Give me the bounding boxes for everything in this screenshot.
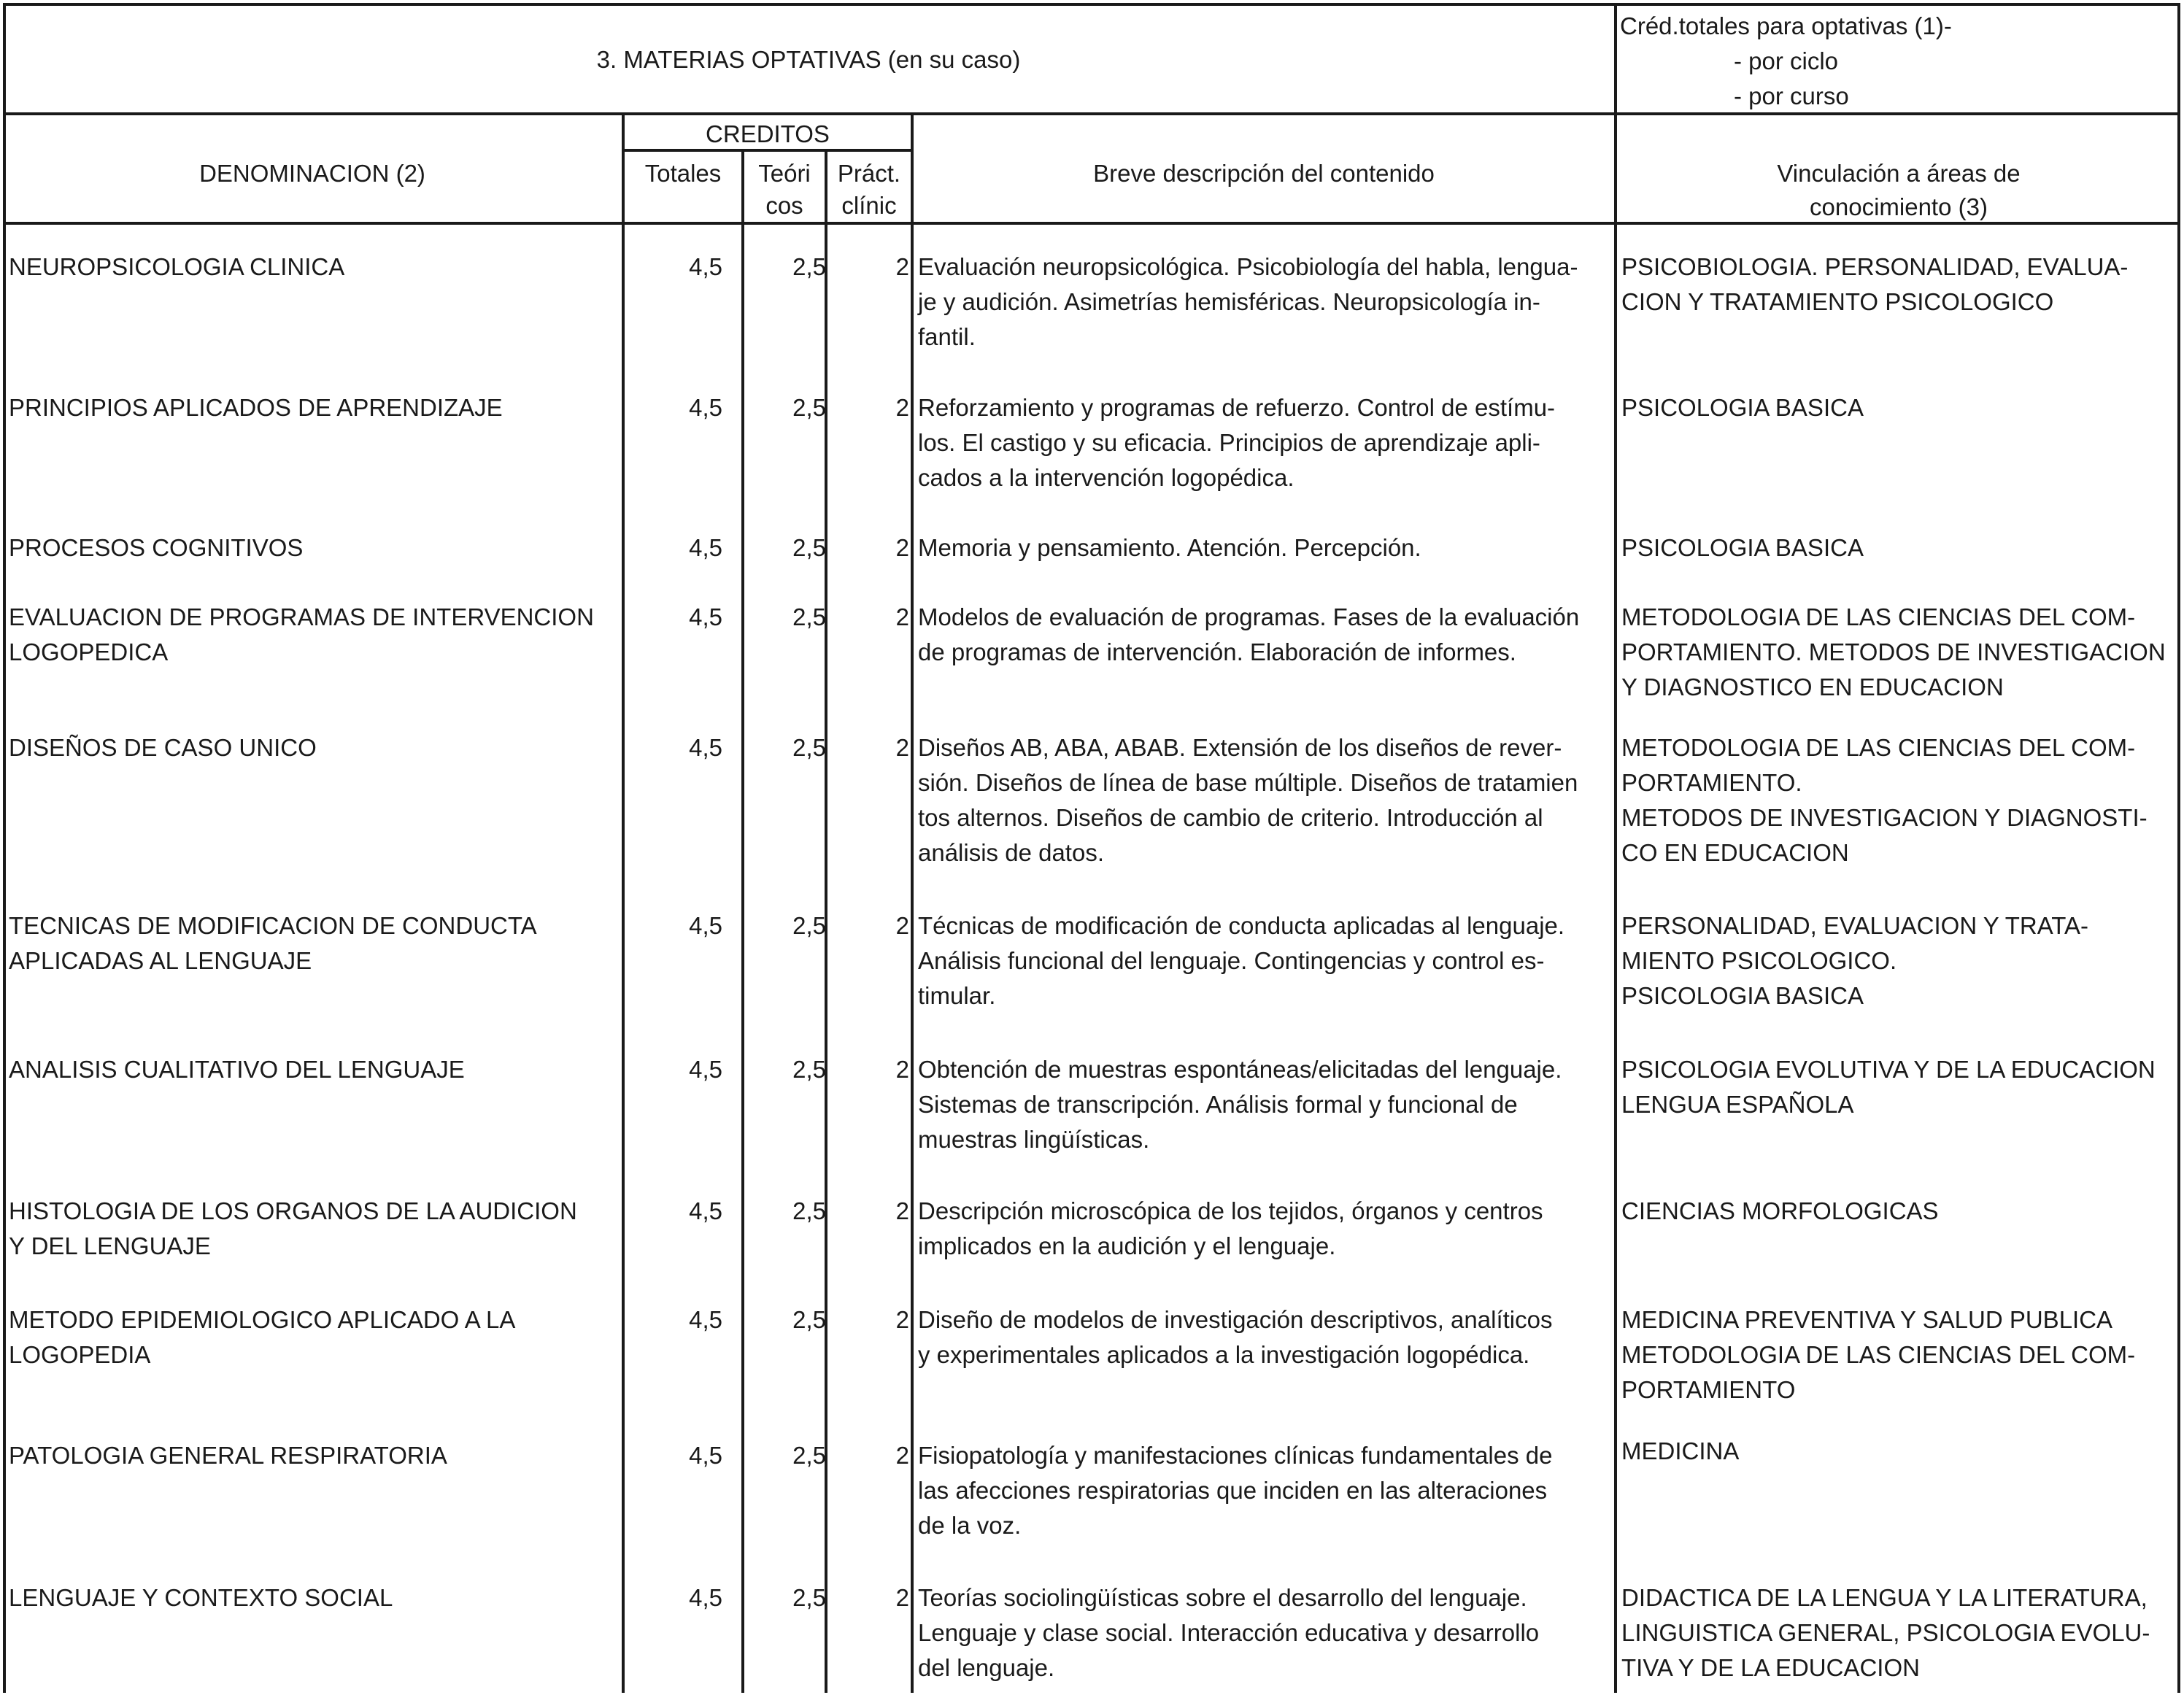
row-description: Diseño de modelos de investigación descriptivos, analíticos y experimentales aplicados a la investigación logopédica. <box>918 1306 1553 1368</box>
row-totales: 4,5 <box>689 394 722 421</box>
row-teoricos: 2,5 <box>792 603 826 630</box>
row-description: Técnicas de modificación de conducta aplicadas al lenguaje. Análisis funcional del lenguaje. Contingencias y control es- timular. <box>918 912 1565 1009</box>
row-areas: PERSONALIDAD, EVALUACION Y TRATA- MIENTO PSICOLOGICO. PSICOLOGIA BASICA <box>1621 912 2089 1009</box>
row-totales: 4,5 <box>689 534 722 561</box>
col-vinculacion-2: conocimiento (3) <box>1810 193 1988 220</box>
row-name: PROCESOS COGNITIVOS <box>9 534 304 561</box>
row-practicos: 2 <box>895 603 909 630</box>
row-description: Evaluación neuropsicológica. Psicobiología del habla, lengua- je y audición. Asimetrías hemisféricas. Neuropsicología in- fantil. <box>918 253 1578 350</box>
row-teoricos: 2,5 <box>792 394 826 421</box>
row-areas: DIDACTICA DE LA LENGUA Y LA LITERATURA, LINGUISTICA GENERAL, PSICOLOGIA EVOLU- TIVA Y DE LA EDUCACION <box>1621 1584 2150 1681</box>
row-teoricos: 2,5 <box>792 1056 826 1083</box>
row-name: PATOLOGIA GENERAL RESPIRATORIA <box>9 1442 447 1469</box>
row-name: ANALISIS CUALITATIVO DEL LENGUAJE <box>9 1056 465 1083</box>
row-description: Descripción microscópica de los tejidos, órganos y centros implicados en la audición y el lenguaje. <box>918 1197 1543 1259</box>
row-practicos: 2 <box>895 1197 909 1224</box>
row-teoricos: 2,5 <box>792 1584 826 1611</box>
row-totales: 4,5 <box>689 912 722 939</box>
row-teoricos: 2,5 <box>792 534 826 561</box>
row-teoricos: 2,5 <box>792 1442 826 1469</box>
row-totales: 4,5 <box>689 1584 722 1611</box>
section-title: 3. MATERIAS OPTATIVAS (en su caso) <box>596 46 1021 73</box>
row-name: TECNICAS DE MODIFICACION DE CONDUCTA APLICADAS AL LENGUAJE <box>9 912 537 974</box>
row-name: NEUROPSICOLOGIA CLINICA <box>9 253 345 280</box>
col-teoricos-1: Teóri <box>758 160 811 187</box>
row-description: Memoria y pensamiento. Atención. Percepción. <box>918 534 1421 561</box>
row-name: HISTOLOGIA DE LOS ORGANOS DE LA AUDICION Y DEL LENGUAJE <box>9 1197 577 1259</box>
row-description: Fisiopatología y manifestaciones clínicas fundamentales de las afecciones respiratorias que inciden en las alteraciones de la voz. <box>918 1442 1553 1539</box>
document-page <box>3 3 2180 1693</box>
row-areas: MEDICINA <box>1621 1437 1740 1464</box>
col-vinculacion-1: Vinculación a áreas de <box>1777 160 2021 187</box>
credits-box-line-2: - por ciclo <box>1734 47 1839 74</box>
col-denominacion: DENOMINACION (2) <box>199 160 425 187</box>
row-areas: PSICOLOGIA EVOLUTIVA Y DE LA EDUCACION LENGUA ESPAÑOLA <box>1621 1056 2156 1118</box>
row-teoricos: 2,5 <box>792 1306 826 1333</box>
row-name: DISEÑOS DE CASO UNICO <box>9 734 317 761</box>
col-descripcion: Breve descripción del contenido <box>1093 160 1435 187</box>
row-name: LENGUAJE Y CONTEXTO SOCIAL <box>9 1584 393 1611</box>
row-description: Reforzamiento y programas de refuerzo. Control de estímu- los. El castigo y su eficacia. Principios de aprendizaje apli- cados a la intervención logopédica. <box>918 394 1556 491</box>
row-teoricos: 2,5 <box>792 253 826 280</box>
row-practicos: 2 <box>895 394 909 421</box>
row-areas: METODOLOGIA DE LAS CIENCIAS DEL COM- PORTAMIENTO. METODOS DE INVESTIGACION Y DIAGNOSTICO EN EDUCACION <box>1621 603 2166 700</box>
row-totales: 4,5 <box>689 734 722 761</box>
row-practicos: 2 <box>895 734 909 761</box>
row-totales: 4,5 <box>689 1442 722 1469</box>
row-description: Obtención de muestras espontáneas/elicitadas del lenguaje. Sistemas de transcripción. Análisis formal y funcional de muestras lingüísticas. <box>918 1056 1562 1153</box>
row-totales: 4,5 <box>689 603 722 630</box>
col-creditos: CREDITOS <box>706 120 830 147</box>
row-name: METODO EPIDEMIOLOGICO APLICADO A LA LOGOPEDIA <box>9 1306 516 1368</box>
credits-box-line-3: - por curso <box>1734 82 1849 109</box>
row-description: Modelos de evaluación de programas. Fases de la evaluación de programas de intervención. Elaboración de informes. <box>918 603 1580 665</box>
credits-box-line-1: Créd.totales para optativas (1)- <box>1620 12 1952 39</box>
row-teoricos: 2,5 <box>792 1197 826 1224</box>
row-practicos: 2 <box>895 1056 909 1083</box>
col-practicos-2: clínic <box>841 192 897 219</box>
row-practicos: 2 <box>895 912 909 939</box>
row-practicos: 2 <box>895 534 909 561</box>
row-practicos: 2 <box>895 253 909 280</box>
row-areas: CIENCIAS MORFOLOGICAS <box>1621 1197 1939 1224</box>
row-areas: METODOLOGIA DE LAS CIENCIAS DEL COM- PORTAMIENTO. METODOS DE INVESTIGACION Y DIAGNOSTI- CO EN EDUCACION <box>1621 734 2148 866</box>
col-teoricos-2: cos <box>765 192 803 219</box>
col-totales: Totales <box>644 160 722 187</box>
row-totales: 4,5 <box>689 1306 722 1333</box>
row-name: EVALUACION DE PROGRAMAS DE INTERVENCION LOGOPEDICA <box>9 603 594 665</box>
row-practicos: 2 <box>895 1584 909 1611</box>
row-practicos: 2 <box>895 1442 909 1469</box>
row-totales: 4,5 <box>689 1197 722 1224</box>
row-description: Teorías sociolingüísticas sobre el desarrollo del lenguaje. Lenguaje y clase social. Interacción educativa y desarrollo del lenguaje. <box>918 1584 1540 1681</box>
row-totales: 4,5 <box>689 1056 722 1083</box>
row-name: PRINCIPIOS APLICADOS DE APRENDIZAJE <box>9 394 503 421</box>
row-areas: MEDICINA PREVENTIVA Y SALUD PUBLICA METODOLOGIA DE LAS CIENCIAS DEL COM- PORTAMIENTO <box>1621 1306 2136 1403</box>
practicos-divider <box>911 112 914 1693</box>
totales-divider <box>741 149 744 1693</box>
row-teoricos: 2,5 <box>792 734 826 761</box>
row-areas: PSICOLOGIA BASICA <box>1621 394 1864 421</box>
row-practicos: 2 <box>895 1306 909 1333</box>
row-areas: PSICOBIOLOGIA. PERSONALIDAD, EVALUA- CION Y TRATAMIENTO PSICOLOGICO <box>1621 253 2129 315</box>
row-totales: 4,5 <box>689 253 722 280</box>
row-teoricos: 2,5 <box>792 912 826 939</box>
col-practicos-1: Práct. <box>837 160 901 187</box>
header-divider <box>3 112 2180 115</box>
row-description: Diseños AB, ABA, ABAB. Extensión de los diseños de rever- sión. Diseños de línea de base múltiple. Diseños de tratamien tos alternos. Diseños de cambio de criterio. Introducción al análisis de datos. <box>918 734 1578 866</box>
row-areas: PSICOLOGIA BASICA <box>1621 534 1864 561</box>
